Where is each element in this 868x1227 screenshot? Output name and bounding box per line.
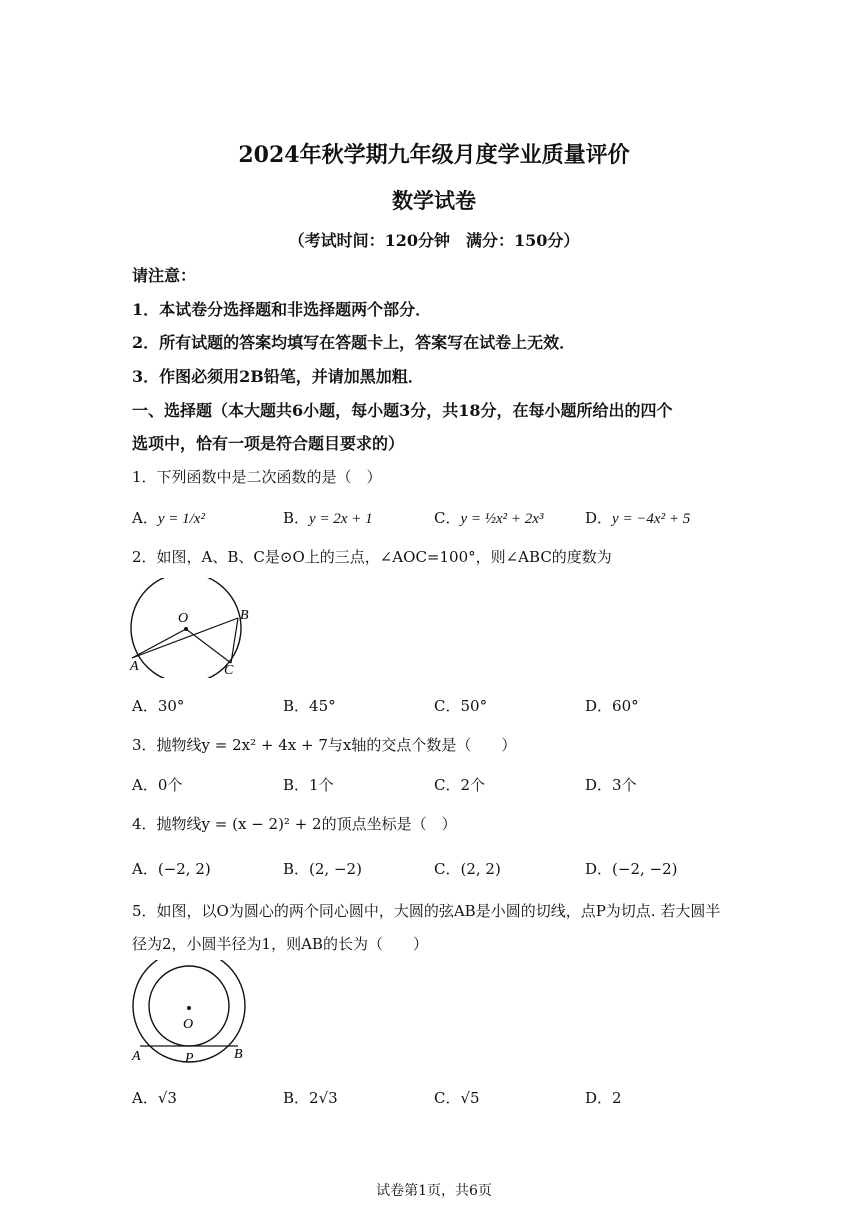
notice-heading: 请注意： (132, 266, 197, 285)
label-a: A (132, 1049, 141, 1064)
q1-option-b: B．y = 2x + 1 (283, 509, 373, 527)
notice-item: 3．作图必须用2B铅笔，并请加黑加粗． (132, 367, 424, 386)
q5-concentric-circles-figure (128, 960, 258, 1068)
label-c: C (224, 663, 234, 678)
page-footer: 试卷第1页，共6页 (376, 1183, 492, 1199)
label-o: O (183, 1017, 194, 1032)
q4-option-a: A．(−2, 2) (132, 860, 211, 878)
label-a: A (130, 659, 139, 674)
segment-bc (231, 618, 238, 663)
q3-option-d: D．3个 (585, 776, 637, 794)
q4-option-c: C．(2, 2) (434, 860, 501, 878)
q1-option-d: D．y = −4x² + 5 (585, 509, 691, 527)
question-3-stem: 3．抛物线y = 2x² + 4x + 7与x轴的交点个数是（ ） (132, 736, 517, 754)
center-point (187, 1006, 191, 1010)
page-title: 2024年秋学期九年级月度学业质量评价 (238, 142, 630, 168)
label-b: B (234, 1047, 243, 1062)
q4-option-d: D．(−2, −2) (585, 860, 678, 878)
label-p: P (185, 1051, 194, 1066)
center-point (184, 627, 188, 631)
q3-option-b: B．1个 (283, 776, 334, 794)
question-5-stem: 5．如图，以O为圆心的两个同心圆中，大圆的弦AB是小圆的切线，点P为切点. 若大圆半 (132, 902, 721, 920)
q3-option-c: C．2个 (434, 776, 486, 794)
question-4-stem: 4．抛物线y = (x − 2)² + 2的顶点坐标是（ ） (132, 815, 457, 833)
section-heading: 一、选择题（本大题共6小题，每小题3分，共18分，在每小题所给出的四个 (132, 401, 673, 420)
question-2-stem: 2．如图，A、B、C是⊙O上的三点，∠AOC=100°，则∠ABC的度数为 (132, 548, 612, 566)
q2-option-d: D．60° (585, 697, 639, 715)
page-subtitle: 数学试卷 (392, 188, 476, 213)
exam-info: （考试时间：120分钟 满分：150分） (288, 231, 580, 250)
label-o: O (178, 611, 189, 626)
notice-item: 2．所有试题的答案均填写在答题卡上，答案写在试卷上无效． (132, 333, 576, 352)
segment-ao (132, 629, 186, 658)
q5-option-d: D．2 (585, 1089, 622, 1107)
q1-option-a: A．y = 1/x² (132, 509, 205, 527)
q3-option-a: A．0个 (132, 776, 183, 794)
q4-option-b: B．(2, −2) (283, 860, 362, 878)
q2-option-c: C．50° (434, 697, 488, 715)
q5-option-c: C．√5 (434, 1089, 480, 1107)
q5-option-b: B．2√3 (283, 1089, 338, 1107)
question-1-stem: 1．下列函数中是二次函数的是（ ） (132, 468, 382, 486)
section-heading-cont: 选项中，恰有一项是符合题目要求的） (132, 434, 405, 453)
q2-option-a: A．30° (132, 697, 185, 715)
label-b: B (240, 608, 249, 623)
question-5-stem-cont: 径为2，小圆半径为1，则AB的长为（ ） (132, 935, 428, 953)
q2-circle-figure (128, 578, 258, 678)
notice-item: 1．本试卷分选择题和非选择题两个部分． (132, 300, 432, 319)
q2-option-b: B．45° (283, 697, 336, 715)
q1-option-c: C．y = ½x² + 2x³ (434, 509, 544, 527)
q5-option-a: A．√3 (132, 1089, 177, 1107)
segment-oc (186, 629, 231, 663)
